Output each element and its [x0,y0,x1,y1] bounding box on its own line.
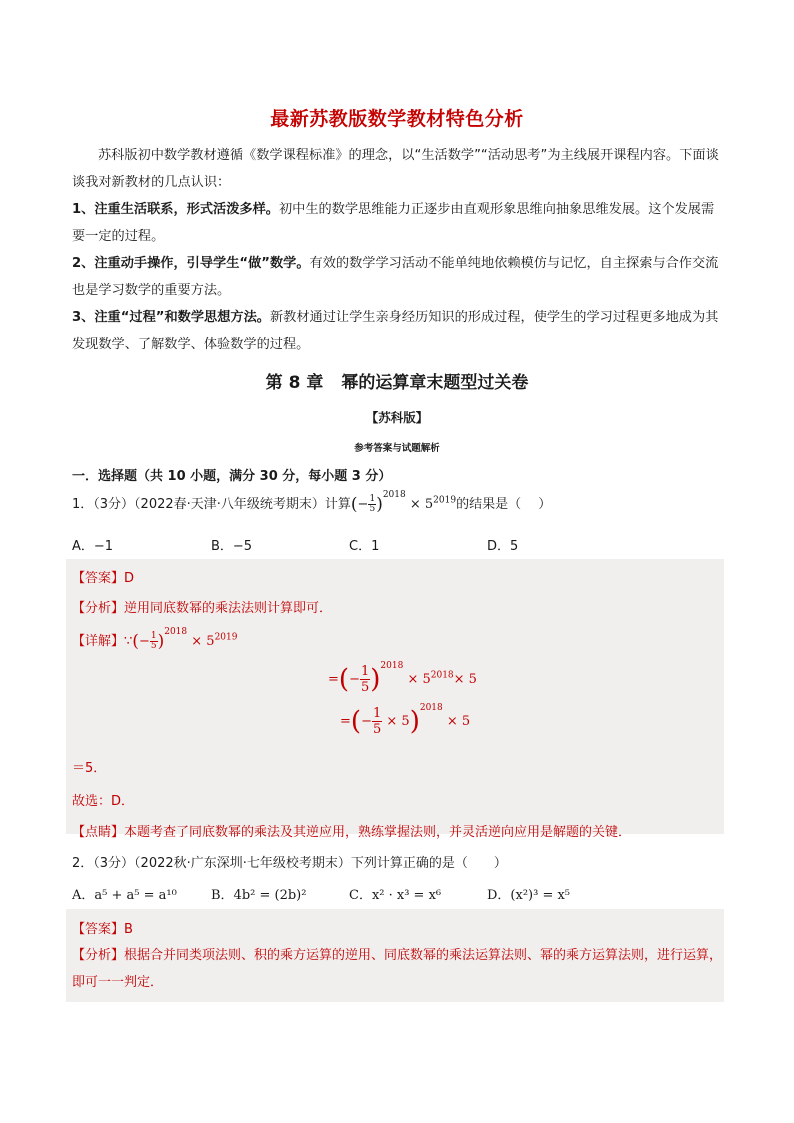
q1-option-c: C．1 [349,539,380,554]
q1-step2-end: × 5 [446,714,471,729]
q1-detail-exp2: 2019 [214,632,238,643]
point-3 [72,304,724,358]
chapter-number: 第 8 章 [265,373,324,393]
q1-detail-exp1: 2018 [164,626,188,637]
answer-subtitle: 参考答案与试题解析 [354,443,440,454]
q1-step-1: =(− $\frac{1}{5}$ )$^{2018} \times 5^{2018}\times 5$ [328,660,477,695]
q1-option-b: B．−5 [211,539,253,554]
q1-analysis-tag: 【分析】 [72,601,125,616]
q1-answer-value: D [124,571,135,586]
q1-choose: 故选：D． [72,794,135,809]
q1-step1-tail: × 5 [407,672,431,687]
chapter-title [0,368,794,393]
q1-detail-frac-den: 5 [150,641,157,651]
q1-comment-tag: 【点睛】 [72,825,125,840]
q1-frac-num: 1 [369,494,376,504]
q2-option-d: D．(x²)³ = x⁵ [487,888,571,903]
chapter-name: 幂的运算章末题型过关卷 [341,373,529,393]
point-1-heading: 1、注重生活联系，形式活泼多样。 [72,202,279,217]
q1-analysis [72,597,332,616]
q1-expression: (− $\frac{1}{5}$ )$^{2018} \times 5^{2019}$ [350,489,457,515]
point-2-text: 有效的数学学习活动不能单纯地依赖模仿与记忆，自主探索与合作交流也是学习数学的重要方法。 [72,256,719,298]
question-1-stem [72,489,552,515]
point-3-heading: 3、注重“过程”和数学思想方法。 [72,310,270,325]
point-2-heading: 2、注重动手操作，引导学生“做”数学。 [72,256,310,271]
q2-option-b: B．4b² = (2b)² [211,888,307,903]
edition-label: 【苏科版】 [365,410,429,425]
q1-base2: × 5 [409,497,434,512]
q1-comment [72,821,631,840]
point-1 [72,196,724,250]
q2-option-a: A．a⁵ + a⁵ = a¹⁰ [72,888,177,903]
q2-answer-tag: 【答案】 [72,922,125,937]
q1-exp2: 2019 [433,495,457,506]
q1-step1-num: 1 [360,664,370,679]
q1-frac-den: 5 [369,504,376,514]
q1-step1-den: 5 [360,680,370,695]
q1-step2-mid: × 5 [386,714,410,729]
q1-result: ＝5． [72,761,107,776]
q1-option-a: A．−1 [72,539,114,554]
q1-answer [72,567,134,586]
q1-detail-frac-num: 1 [150,631,157,641]
q2-analysis-tag: 【分析】 [72,948,125,963]
q1-step2-eq: = [340,714,351,729]
question-2-stem: 2．（3分）（2022秋·广东深圳·七年级校考期末）下列计算正确的是（ ） [72,856,507,871]
point-3-text: 新教材通过让学生亲身经历知识的形成过程，使学生的学习过程更多地成为其发现数学、了解数学、体验数学的过程。 [72,310,719,352]
q1-detail: 【详解】∵(− $\frac{1}{5}$ )$^{2018} \times 5^{2019}$ [72,626,238,652]
q1-step2-exp: 2018 [419,702,443,713]
q1-step1-exp: 2018 [380,660,404,671]
q1-step1-exp2: 2018 [430,670,454,681]
q1-option-d: D．5 [487,539,519,554]
q1-step-2: =(− $\frac{1}{5}$ × 5)$^{2018}$ × 5 [340,702,471,737]
q2-answer [72,918,133,937]
q2-option-c: C．x² · x³ = x⁶ [349,888,442,903]
q1-step1-end: × 5 [453,672,477,687]
point-1-text: 初中生的数学思维能力正逐步由直观形象思维向抽象思维发展。这个发展需要一定的过程。 [72,202,715,244]
q1-step2-den: 5 [372,722,382,737]
q1-detail-tag: 【详解】 [72,634,125,649]
intro-paragraph: 苏科版初中数学教材遵循《数学课程标准》的理念，以“生活数学”“活动思考”为主线展开课程内容。下面谈谈我对新教材的几点认识： [72,148,719,190]
q2-answer-value: B [124,922,133,937]
q2-analysis [72,942,724,996]
q2-analysis-text: 根据合并同类项法则、积的乘方运算的逆用、同底数幂的乘法运算法则、幂的乘方运算法则，进行运算，即可一一判定． [72,948,723,990]
q1-comment-text: 本题考查了同底数幂的乘法及其逆应用，熟练掌握法则，并灵活逆向应用是解题的关键． [124,825,632,840]
q1-analysis-text: 逆用同底数幂的乘法法则计算即可． [124,601,333,616]
section-heading: 一．选择题（共 10 小题，满分 30 分，每小题 3 分） [72,469,392,484]
q1-step2-num: 1 [372,706,382,721]
q1-prefix: 1．（3分）（2022春·天津·八年级统考期末）计算 [72,497,351,512]
point-2 [72,250,724,304]
q1-detail-base2: × 5 [191,634,215,649]
page-title: 最新苏教版数学教材特色分析 [270,108,524,130]
q1-answer-tag: 【答案】 [72,571,125,586]
q1-because: ∵ [124,634,133,649]
q1-exp1: 2018 [382,489,406,500]
q1-step1-eq: = [328,672,339,687]
q1-suffix: 的结果是（ ） [456,497,552,512]
